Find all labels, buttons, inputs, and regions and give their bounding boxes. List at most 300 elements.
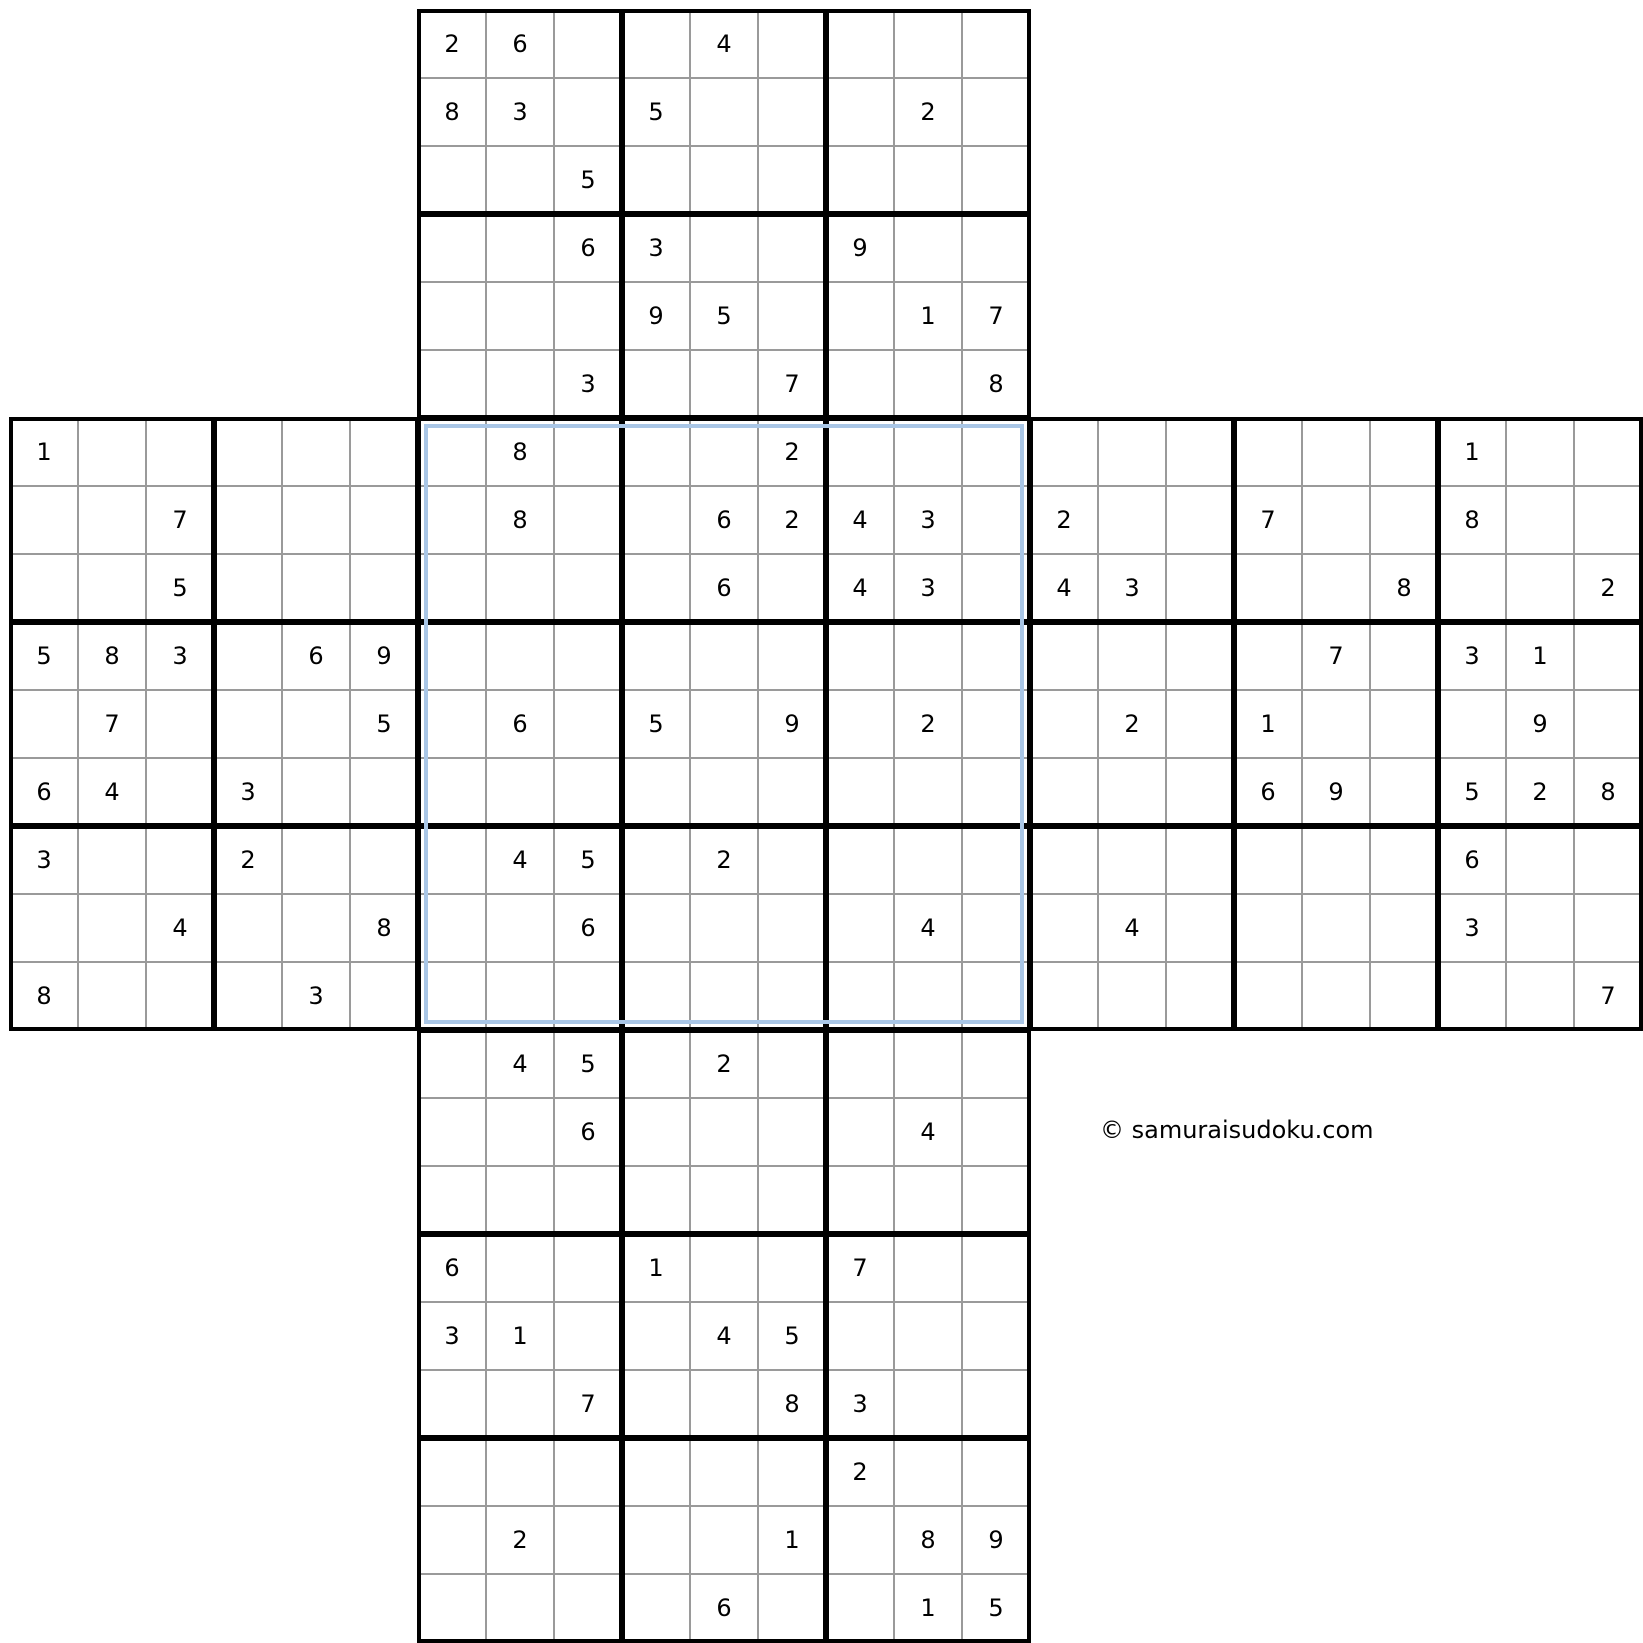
sudoku-cell[interactable] (1438, 962, 1506, 1030)
sudoku-cell[interactable] (554, 1438, 622, 1506)
sudoku-cell[interactable] (554, 78, 622, 146)
sudoku-cell[interactable] (1302, 486, 1370, 554)
sudoku-cell[interactable] (146, 826, 214, 894)
sudoku-given: 1 (894, 1574, 962, 1642)
sudoku-given: 3 (1438, 622, 1506, 690)
sudoku-given: 4 (826, 554, 894, 622)
sudoku-cell[interactable] (1302, 554, 1370, 622)
sudoku-cell[interactable] (486, 758, 554, 826)
sudoku-cell[interactable] (962, 1438, 1030, 1506)
sudoku-cell[interactable] (1302, 894, 1370, 962)
sudoku-cell[interactable] (486, 554, 554, 622)
sudoku-given: 8 (486, 486, 554, 554)
sudoku-cell[interactable] (622, 758, 690, 826)
sudoku-cell[interactable] (282, 894, 350, 962)
sudoku-cell[interactable] (1030, 622, 1098, 690)
sudoku-cell[interactable] (962, 622, 1030, 690)
sudoku-cell[interactable] (962, 690, 1030, 758)
sudoku-given: 8 (1574, 758, 1642, 826)
sudoku-given: 4 (486, 826, 554, 894)
sudoku-cell[interactable] (1098, 622, 1166, 690)
sudoku-given: 4 (146, 894, 214, 962)
sudoku-given: 8 (894, 1506, 962, 1574)
sudoku-cell[interactable] (1370, 962, 1438, 1030)
sudoku-cell[interactable] (350, 826, 418, 894)
sudoku-cell[interactable] (826, 690, 894, 758)
sudoku-cell[interactable] (894, 962, 962, 1030)
sudoku-cell[interactable] (78, 826, 146, 894)
sudoku-cell[interactable] (690, 350, 758, 418)
sudoku-given: 1 (1506, 622, 1574, 690)
sudoku-cell[interactable] (486, 962, 554, 1030)
sudoku-cell[interactable] (758, 622, 826, 690)
sudoku-given: 6 (1234, 758, 1302, 826)
sudoku-cell[interactable] (1098, 758, 1166, 826)
sudoku-cell[interactable] (1234, 894, 1302, 962)
sudoku-cell[interactable] (554, 1506, 622, 1574)
sudoku-cell[interactable] (486, 282, 554, 350)
sudoku-cell[interactable] (78, 418, 146, 486)
sudoku-cell[interactable] (622, 1370, 690, 1438)
sudoku-given: 3 (146, 622, 214, 690)
sudoku-cell[interactable] (1098, 418, 1166, 486)
sudoku-cell[interactable] (350, 486, 418, 554)
sudoku-cell[interactable] (146, 690, 214, 758)
sudoku-cell[interactable] (894, 1302, 962, 1370)
sudoku-cell[interactable] (146, 962, 214, 1030)
sudoku-cell[interactable] (962, 78, 1030, 146)
sudoku-cell[interactable] (826, 418, 894, 486)
sudoku-cell[interactable] (1166, 554, 1234, 622)
sudoku-cell[interactable] (554, 282, 622, 350)
sudoku-cell[interactable] (622, 1574, 690, 1642)
sudoku-cell[interactable] (418, 418, 486, 486)
sudoku-cell[interactable] (758, 1438, 826, 1506)
sudoku-cell[interactable] (214, 622, 282, 690)
sudoku-cell[interactable] (690, 78, 758, 146)
sudoku-given: 7 (826, 1234, 894, 1302)
sudoku-cell[interactable] (894, 1030, 962, 1098)
sudoku-cell[interactable] (826, 1166, 894, 1234)
sudoku-cell[interactable] (486, 1574, 554, 1642)
sudoku-cell[interactable] (1370, 894, 1438, 962)
sudoku-cell[interactable] (1574, 826, 1642, 894)
sudoku-cell[interactable] (1302, 690, 1370, 758)
sudoku-cell[interactable] (418, 1166, 486, 1234)
sudoku-cell[interactable] (622, 1302, 690, 1370)
sudoku-given: 1 (622, 1234, 690, 1302)
sudoku-cell[interactable] (554, 622, 622, 690)
sudoku-cell[interactable] (1030, 962, 1098, 1030)
sudoku-cell[interactable] (1574, 418, 1642, 486)
sudoku-cell[interactable] (78, 554, 146, 622)
sudoku-cell[interactable] (418, 1098, 486, 1166)
sudoku-cell[interactable] (1574, 486, 1642, 554)
sudoku-cell[interactable] (1098, 962, 1166, 1030)
sudoku-given: 8 (1370, 554, 1438, 622)
sudoku-cell[interactable] (894, 1234, 962, 1302)
sudoku-given: 1 (894, 282, 962, 350)
sudoku-given: 6 (554, 1098, 622, 1166)
sudoku-cell[interactable] (826, 894, 894, 962)
sudoku-cell[interactable] (1166, 486, 1234, 554)
sudoku-cell[interactable] (622, 1098, 690, 1166)
sudoku-given: 2 (486, 1506, 554, 1574)
sudoku-cell[interactable] (758, 282, 826, 350)
sudoku-cell[interactable] (758, 554, 826, 622)
sudoku-cell[interactable] (622, 826, 690, 894)
sudoku-cell[interactable] (1030, 826, 1098, 894)
sudoku-given: 7 (146, 486, 214, 554)
sudoku-cell[interactable] (1574, 690, 1642, 758)
sudoku-cell[interactable] (962, 1098, 1030, 1166)
sudoku-given: 8 (78, 622, 146, 690)
sudoku-cell[interactable] (894, 146, 962, 214)
sudoku-given: 2 (690, 826, 758, 894)
sudoku-cell[interactable] (350, 758, 418, 826)
sudoku-given: 2 (214, 826, 282, 894)
sudoku-cell[interactable] (282, 758, 350, 826)
sudoku-cell[interactable] (758, 1166, 826, 1234)
sudoku-cell[interactable] (1506, 418, 1574, 486)
sudoku-cell[interactable] (282, 826, 350, 894)
sudoku-cell[interactable] (350, 554, 418, 622)
sudoku-given: 5 (622, 78, 690, 146)
sudoku-cell[interactable] (690, 1506, 758, 1574)
sudoku-cell[interactable] (962, 418, 1030, 486)
sudoku-given: 5 (554, 826, 622, 894)
sudoku-cell[interactable] (1166, 826, 1234, 894)
sudoku-cell[interactable] (214, 962, 282, 1030)
sudoku-cell[interactable] (486, 1370, 554, 1438)
sudoku-cell[interactable] (1506, 894, 1574, 962)
sudoku-cell[interactable] (418, 1506, 486, 1574)
sudoku-cell[interactable] (554, 758, 622, 826)
sudoku-cell[interactable] (758, 1030, 826, 1098)
sudoku-cell[interactable] (1234, 962, 1302, 1030)
sudoku-cell[interactable] (962, 962, 1030, 1030)
sudoku-cell[interactable] (554, 690, 622, 758)
sudoku-cell[interactable] (214, 418, 282, 486)
sudoku-cell[interactable] (690, 146, 758, 214)
copyright-text: © samuraisudoku.com (1100, 1116, 1374, 1144)
sudoku-cell[interactable] (962, 554, 1030, 622)
sudoku-cell[interactable] (1234, 418, 1302, 486)
sudoku-cell[interactable] (486, 350, 554, 418)
sudoku-cell[interactable] (1370, 486, 1438, 554)
sudoku-cell[interactable] (690, 962, 758, 1030)
sudoku-given: 7 (554, 1370, 622, 1438)
sudoku-cell[interactable] (418, 146, 486, 214)
sudoku-cell[interactable] (622, 418, 690, 486)
sudoku-cell[interactable] (826, 1030, 894, 1098)
sudoku-cell[interactable] (1574, 894, 1642, 962)
sudoku-cell[interactable] (826, 78, 894, 146)
sudoku-cell[interactable] (418, 690, 486, 758)
sudoku-cell[interactable] (282, 690, 350, 758)
sudoku-cell[interactable] (962, 1370, 1030, 1438)
sudoku-cell[interactable] (418, 554, 486, 622)
sudoku-given: 5 (690, 282, 758, 350)
sudoku-cell[interactable] (486, 214, 554, 282)
sudoku-given: 7 (1574, 962, 1642, 1030)
sudoku-cell[interactable] (690, 1438, 758, 1506)
sudoku-cell[interactable] (418, 826, 486, 894)
sudoku-cell[interactable] (826, 146, 894, 214)
sudoku-given: 2 (1574, 554, 1642, 622)
sudoku-cell[interactable] (78, 962, 146, 1030)
sudoku-cell[interactable] (350, 418, 418, 486)
sudoku-given: 2 (418, 10, 486, 78)
sudoku-cell[interactable] (826, 282, 894, 350)
sudoku-cell[interactable] (622, 10, 690, 78)
sudoku-cell[interactable] (554, 1302, 622, 1370)
sudoku-cell[interactable] (622, 146, 690, 214)
sudoku-cell[interactable] (146, 758, 214, 826)
sudoku-cell[interactable] (1030, 758, 1098, 826)
sudoku-cell[interactable] (622, 1030, 690, 1098)
sudoku-cell[interactable] (282, 418, 350, 486)
sudoku-cell[interactable] (690, 758, 758, 826)
sudoku-cell[interactable] (486, 1098, 554, 1166)
sudoku-cell[interactable] (1506, 826, 1574, 894)
sudoku-cell[interactable] (1574, 622, 1642, 690)
sudoku-cell[interactable] (894, 826, 962, 894)
sudoku-cell[interactable] (894, 758, 962, 826)
sudoku-cell[interactable] (1166, 690, 1234, 758)
sudoku-cell[interactable] (418, 350, 486, 418)
sudoku-cell[interactable] (1370, 622, 1438, 690)
sudoku-given: 6 (486, 690, 554, 758)
sudoku-cell[interactable] (690, 1166, 758, 1234)
sudoku-cell[interactable] (690, 214, 758, 282)
sudoku-cell[interactable] (1370, 826, 1438, 894)
sudoku-cell[interactable] (894, 214, 962, 282)
sudoku-given: 4 (826, 486, 894, 554)
sudoku-cell[interactable] (690, 894, 758, 962)
sudoku-cell[interactable] (690, 622, 758, 690)
sudoku-cell[interactable] (1030, 418, 1098, 486)
sudoku-cell[interactable] (78, 894, 146, 962)
sudoku-cell[interactable] (1166, 894, 1234, 962)
sudoku-cell[interactable] (554, 10, 622, 78)
sudoku-cell[interactable] (1302, 962, 1370, 1030)
sudoku-cell[interactable] (826, 962, 894, 1030)
sudoku-cell[interactable] (418, 622, 486, 690)
sudoku-cell[interactable] (78, 486, 146, 554)
sudoku-cell[interactable] (554, 1234, 622, 1302)
sudoku-cell[interactable] (1506, 962, 1574, 1030)
sudoku-cell[interactable] (486, 1166, 554, 1234)
sudoku-cell[interactable] (418, 214, 486, 282)
sudoku-cell[interactable] (622, 486, 690, 554)
sudoku-cell[interactable] (826, 758, 894, 826)
sudoku-cell[interactable] (418, 758, 486, 826)
sudoku-cell[interactable] (758, 962, 826, 1030)
sudoku-cell[interactable] (1166, 418, 1234, 486)
sudoku-cell[interactable] (622, 894, 690, 962)
sudoku-given: 6 (486, 10, 554, 78)
sudoku-cell[interactable] (350, 962, 418, 1030)
sudoku-cell[interactable] (554, 1166, 622, 1234)
sudoku-given: 3 (10, 826, 78, 894)
sudoku-cell[interactable] (214, 894, 282, 962)
sudoku-cell[interactable] (758, 894, 826, 962)
sudoku-given: 5 (146, 554, 214, 622)
sudoku-cell[interactable] (418, 1030, 486, 1098)
sudoku-given: 2 (1030, 486, 1098, 554)
sudoku-cell[interactable] (690, 1370, 758, 1438)
sudoku-cell[interactable] (1166, 962, 1234, 1030)
sudoku-cell[interactable] (486, 894, 554, 962)
sudoku-cell[interactable] (1030, 894, 1098, 962)
sudoku-cell[interactable] (622, 962, 690, 1030)
sudoku-cell[interactable] (622, 622, 690, 690)
sudoku-cell[interactable] (962, 826, 1030, 894)
sudoku-given: 4 (690, 1302, 758, 1370)
sudoku-cell[interactable] (214, 690, 282, 758)
sudoku-cell[interactable] (690, 418, 758, 486)
sudoku-cell[interactable] (622, 554, 690, 622)
sudoku-cell[interactable] (690, 1098, 758, 1166)
sudoku-cell[interactable] (418, 1370, 486, 1438)
sudoku-given: 4 (78, 758, 146, 826)
sudoku-cell[interactable] (758, 1098, 826, 1166)
sudoku-cell[interactable] (622, 1506, 690, 1574)
sudoku-cell[interactable] (1166, 758, 1234, 826)
sudoku-cell[interactable] (826, 1574, 894, 1642)
sudoku-cell[interactable] (1166, 622, 1234, 690)
sudoku-cell[interactable] (962, 894, 1030, 962)
sudoku-cell[interactable] (826, 622, 894, 690)
sudoku-cell[interactable] (554, 486, 622, 554)
sudoku-cell[interactable] (962, 1030, 1030, 1098)
sudoku-cell[interactable] (690, 690, 758, 758)
sudoku-cell[interactable] (962, 10, 1030, 78)
sudoku-cell[interactable] (554, 554, 622, 622)
sudoku-cell[interactable] (1234, 826, 1302, 894)
sudoku-cell[interactable] (418, 894, 486, 962)
sudoku-cell[interactable] (486, 1438, 554, 1506)
sudoku-cell[interactable] (622, 350, 690, 418)
sudoku-given: 7 (962, 282, 1030, 350)
sudoku-cell[interactable] (758, 78, 826, 146)
sudoku-given: 7 (758, 350, 826, 418)
sudoku-cell[interactable] (1370, 418, 1438, 486)
sudoku-cell[interactable] (486, 622, 554, 690)
sudoku-cell[interactable] (418, 1574, 486, 1642)
sudoku-given: 2 (1098, 690, 1166, 758)
sudoku-cell[interactable] (962, 758, 1030, 826)
sudoku-cell[interactable] (418, 486, 486, 554)
sudoku-cell[interactable] (1302, 826, 1370, 894)
sudoku-cell[interactable] (418, 1438, 486, 1506)
sudoku-cell[interactable] (418, 962, 486, 1030)
sudoku-cell[interactable] (1302, 418, 1370, 486)
sudoku-cell[interactable] (894, 1166, 962, 1234)
sudoku-cell[interactable] (690, 1234, 758, 1302)
sudoku-cell[interactable] (758, 1574, 826, 1642)
sudoku-cell[interactable] (826, 10, 894, 78)
sudoku-given: 4 (894, 1098, 962, 1166)
sudoku-cell[interactable] (1438, 554, 1506, 622)
sudoku-cell[interactable] (418, 282, 486, 350)
sudoku-cell[interactable] (1506, 486, 1574, 554)
sudoku-cell[interactable] (214, 486, 282, 554)
sudoku-given: 2 (826, 1438, 894, 1506)
sudoku-given: 3 (486, 78, 554, 146)
sudoku-cell[interactable] (10, 486, 78, 554)
sudoku-given: 3 (1098, 554, 1166, 622)
sudoku-cell[interactable] (1370, 758, 1438, 826)
sudoku-cell[interactable] (894, 418, 962, 486)
sudoku-cell[interactable] (622, 1438, 690, 1506)
sudoku-cell[interactable] (622, 1166, 690, 1234)
sudoku-given: 9 (350, 622, 418, 690)
sudoku-given: 9 (622, 282, 690, 350)
sudoku-cell[interactable] (894, 350, 962, 418)
sudoku-cell[interactable] (894, 622, 962, 690)
sudoku-cell[interactable] (962, 1166, 1030, 1234)
sudoku-cell[interactable] (962, 486, 1030, 554)
sudoku-cell[interactable] (962, 1302, 1030, 1370)
sudoku-cell[interactable] (486, 146, 554, 214)
sudoku-cell[interactable] (826, 1098, 894, 1166)
sudoku-cell[interactable] (826, 826, 894, 894)
sudoku-cell[interactable] (1030, 690, 1098, 758)
sudoku-given: 6 (282, 622, 350, 690)
sudoku-cell[interactable] (282, 486, 350, 554)
sudoku-cell[interactable] (486, 1234, 554, 1302)
sudoku-cell[interactable] (962, 1234, 1030, 1302)
sudoku-cell[interactable] (146, 418, 214, 486)
sudoku-cell[interactable] (10, 894, 78, 962)
sudoku-cell[interactable] (1098, 486, 1166, 554)
sudoku-cell[interactable] (826, 350, 894, 418)
sudoku-cell[interactable] (758, 10, 826, 78)
sudoku-cell[interactable] (1506, 554, 1574, 622)
sudoku-cell[interactable] (826, 1302, 894, 1370)
sudoku-given: 1 (486, 1302, 554, 1370)
sudoku-cell[interactable] (282, 554, 350, 622)
sudoku-cell[interactable] (758, 1234, 826, 1302)
sudoku-cell[interactable] (894, 1438, 962, 1506)
sudoku-cell[interactable] (894, 1370, 962, 1438)
sudoku-cell[interactable] (962, 214, 1030, 282)
sudoku-cell[interactable] (10, 690, 78, 758)
sudoku-cell[interactable] (894, 10, 962, 78)
sudoku-cell[interactable] (1098, 826, 1166, 894)
sudoku-cell[interactable] (10, 554, 78, 622)
sudoku-cell[interactable] (1370, 690, 1438, 758)
sudoku-cell[interactable] (962, 146, 1030, 214)
sudoku-cell[interactable] (826, 1506, 894, 1574)
sudoku-given: 3 (622, 214, 690, 282)
sudoku-cell[interactable] (758, 758, 826, 826)
sudoku-given: 6 (418, 1234, 486, 1302)
sudoku-cell[interactable] (1438, 690, 1506, 758)
sudoku-cell[interactable] (758, 214, 826, 282)
sudoku-cell[interactable] (214, 554, 282, 622)
sudoku-cell[interactable] (1234, 622, 1302, 690)
sudoku-cell[interactable] (1234, 554, 1302, 622)
sudoku-cell[interactable] (554, 962, 622, 1030)
sudoku-cell[interactable] (554, 418, 622, 486)
sudoku-given: 9 (962, 1506, 1030, 1574)
sudoku-cell[interactable] (758, 146, 826, 214)
sudoku-cell[interactable] (758, 826, 826, 894)
sudoku-cell[interactable] (554, 1574, 622, 1642)
